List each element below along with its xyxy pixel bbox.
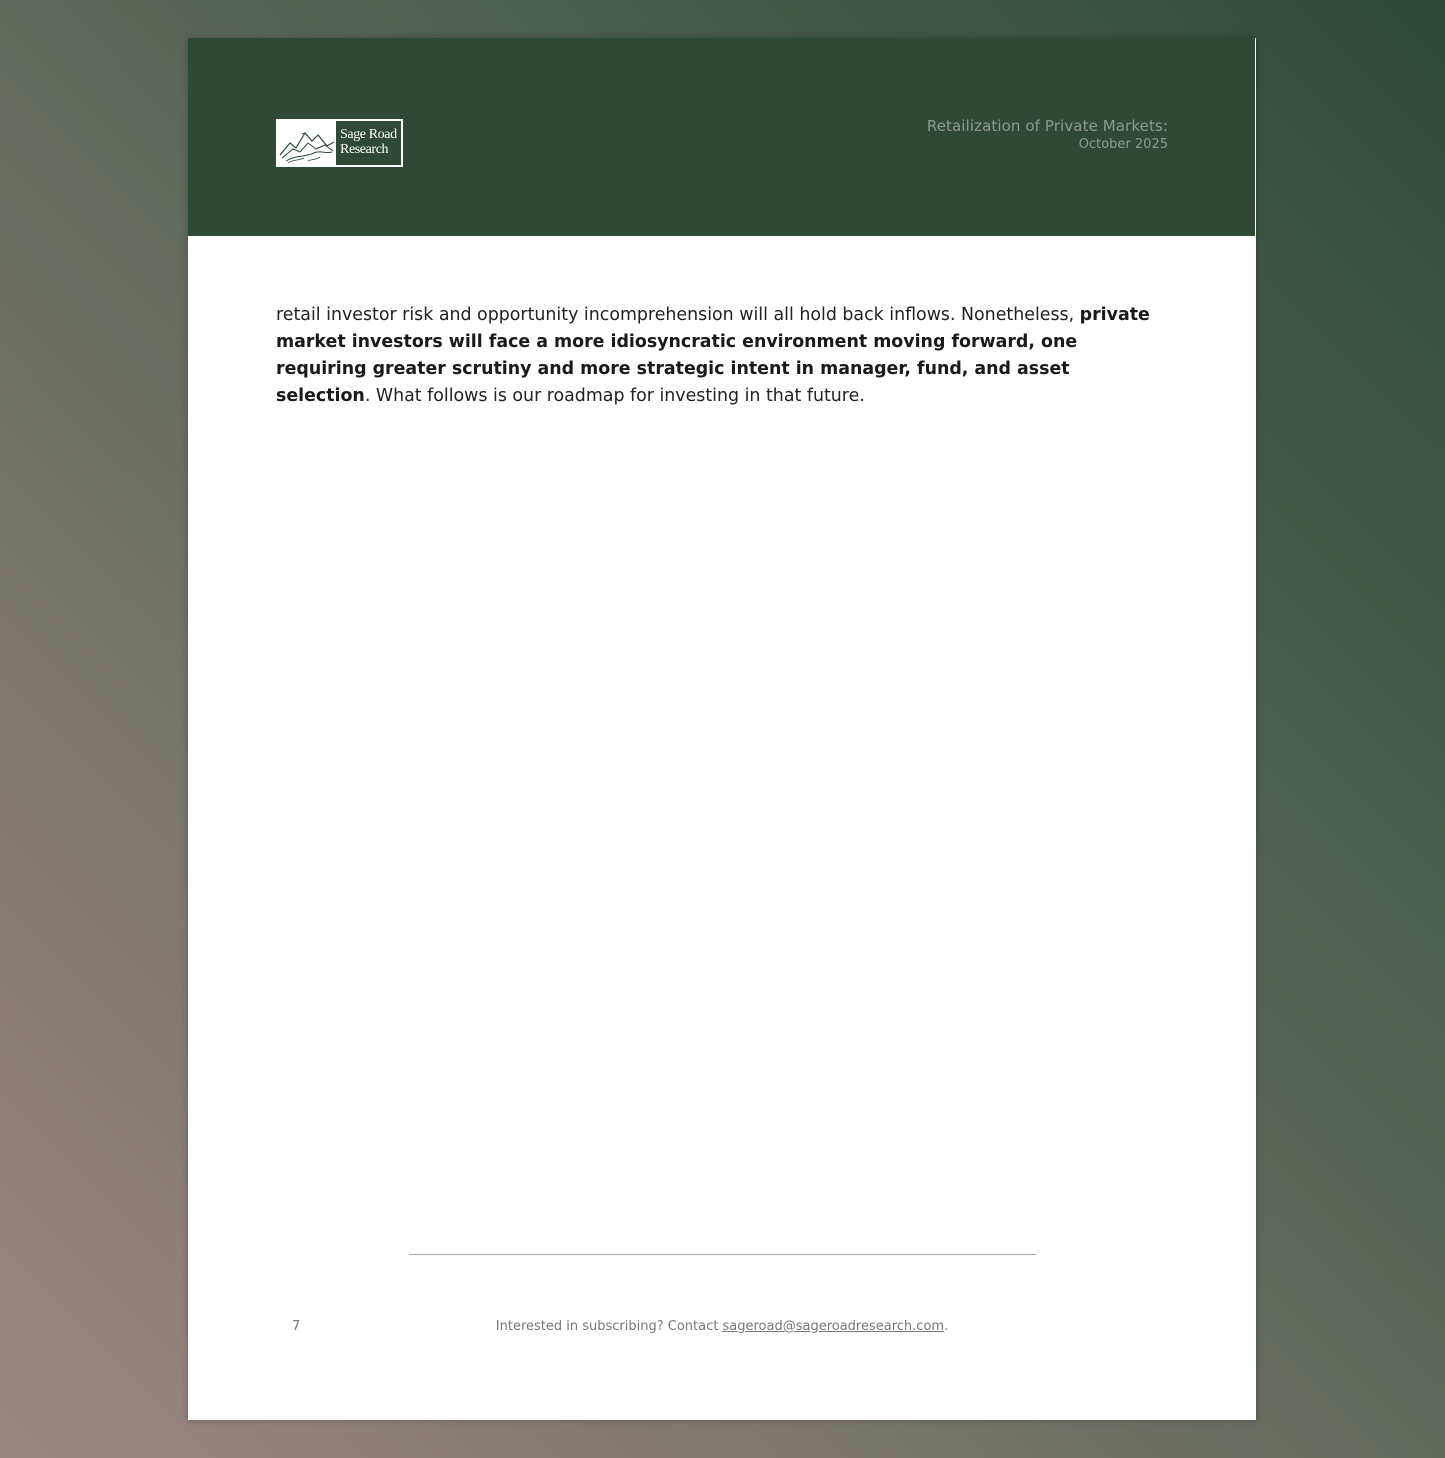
mountain-logo-icon (278, 121, 336, 165)
footer-contact (188, 1319, 1256, 1334)
body-paragraph (276, 302, 1161, 410)
company-logo (276, 119, 403, 167)
document-page (188, 38, 1256, 1420)
contact-email-link[interactable]: sageroad@sageroadresearch.com (722, 1319, 945, 1334)
logo-line-2: Research (340, 142, 389, 157)
report-title: Retailization of Private Markets: (926, 117, 1168, 135)
footer-divider (409, 1254, 1036, 1255)
paragraph-tail: . What follows is our roadmap for investing in that future. (364, 386, 865, 406)
page-header (188, 38, 1255, 236)
contact-prefix: Interested in subscribing? Contact (495, 1319, 723, 1334)
page-number: 7 (292, 1319, 301, 1334)
report-date: October 2025 (1078, 137, 1168, 152)
contact-suffix: . (944, 1319, 949, 1334)
paragraph-lead: retail investor risk and opportunity incomprehension will all hold back inflows. Nonetheless, (276, 305, 1080, 325)
paragraph-bold: private market investors will face a more idiosyncratic environment moving forward, one requiring greater scrutiny and more strategic intent in manager, fund, and asset selection (276, 305, 1150, 406)
logo-line-1: Sage Road (340, 127, 397, 142)
logo-wordmark (336, 121, 401, 165)
